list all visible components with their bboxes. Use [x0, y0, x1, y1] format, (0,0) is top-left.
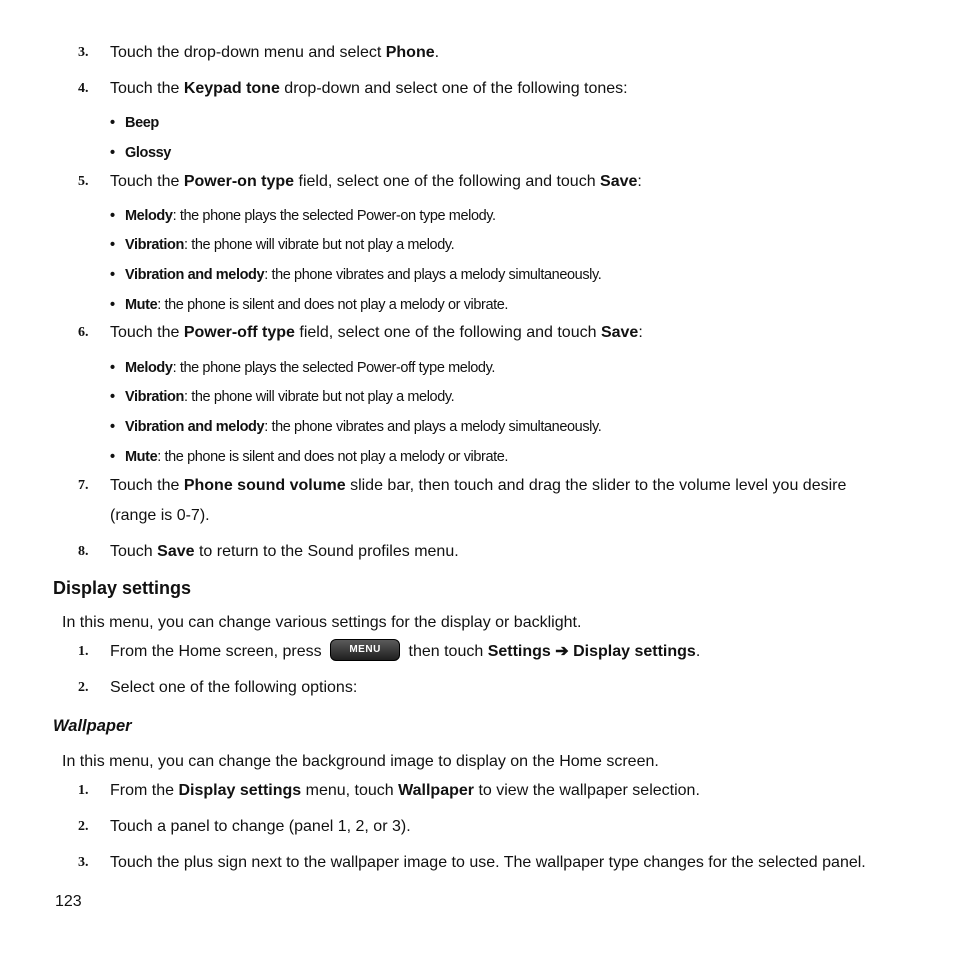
step-number: 1.	[78, 783, 89, 798]
wallpaper-intro: In this menu, you can change the background image to display on the Home screen.	[62, 753, 659, 770]
bullet-icon: •	[110, 360, 115, 376]
option-desc: : the phone is silent and does not play a melody or vibrate.	[157, 449, 509, 465]
step-number: 6.	[78, 325, 89, 340]
text-run: slide bar, then touch and drag the slider to the volume level you desire (range is 0-7).	[110, 477, 847, 524]
text-run: .	[695, 643, 701, 660]
step-text	[110, 776, 896, 806]
step-text	[110, 318, 896, 348]
bullet-icon: •	[110, 115, 115, 131]
text-run: :	[638, 324, 643, 341]
display-intro: In this menu, you can change various settings for the display or backlight.	[62, 614, 582, 631]
poweroff-option	[110, 358, 495, 378]
poweron-option	[110, 206, 496, 226]
bullet-icon: •	[110, 449, 115, 465]
option-desc: : the phone will vibrate but not play a melody.	[183, 237, 455, 253]
step-text	[110, 537, 896, 567]
text-run: to view the wallpaper selection.	[474, 782, 700, 799]
text-run: Touch	[110, 543, 158, 560]
bullet-icon: •	[110, 297, 115, 313]
option-desc: : the phone plays the selected Power-off type melody.	[172, 360, 496, 376]
poweroff-option	[110, 417, 601, 437]
bullet-icon: •	[110, 267, 115, 283]
option-label: Melody	[125, 360, 173, 376]
step-text	[110, 637, 896, 667]
text-run: then touch	[404, 643, 488, 660]
option-label: Vibration and melody	[125, 267, 265, 283]
step-number: 5.	[78, 174, 89, 189]
step-number: 7.	[78, 478, 89, 493]
section-heading-display-settings: Display settings	[53, 578, 192, 598]
step-number: 1.	[78, 644, 89, 659]
text-run: From the Home screen, press	[110, 643, 327, 660]
bold-term: Save	[157, 543, 195, 560]
option-desc: : the phone is silent and does not play a melody or vibrate.	[157, 297, 509, 313]
bold-term: Save	[600, 173, 638, 190]
text-run: :	[637, 173, 642, 190]
tone-item	[110, 143, 171, 163]
step-number: 2.	[78, 819, 89, 834]
option-label: Vibration and melody	[125, 419, 265, 435]
text-run: field, select one of the following and touch	[294, 324, 601, 341]
subsection-heading-wallpaper: Wallpaper	[53, 717, 132, 735]
text-run: Touch the	[110, 80, 184, 97]
option-desc: : the phone vibrates and plays a melody simultaneously.	[264, 267, 602, 283]
bullet-icon: •	[110, 237, 115, 253]
bold-term: Save	[600, 324, 639, 341]
bullet-icon: •	[110, 419, 115, 435]
text-run: Touch the	[110, 324, 184, 341]
poweron-option	[110, 295, 508, 315]
bold-term: Settings ➔ Display settings	[487, 643, 696, 660]
step-number: 8.	[78, 544, 89, 559]
text-run: menu, touch	[301, 782, 399, 799]
option-label: Vibration	[125, 237, 184, 253]
tone-item	[110, 113, 159, 133]
text-run: From the	[110, 782, 179, 799]
poweroff-option	[110, 387, 454, 407]
bold-term: Keypad tone	[183, 80, 280, 97]
page-number: 123	[55, 893, 82, 910]
step-text: Select one of the following options:	[110, 679, 358, 696]
option-label: Mute	[125, 449, 158, 465]
step-number: 2.	[78, 680, 89, 695]
bullet-icon: •	[110, 145, 115, 161]
step-number: 3.	[78, 45, 89, 60]
step-text	[110, 471, 896, 531]
bold-term: Phone sound volume	[183, 477, 346, 494]
step-text	[110, 38, 896, 68]
bold-term: Wallpaper	[398, 782, 474, 799]
option-label: Vibration	[125, 389, 184, 405]
text-run: Touch the	[110, 173, 184, 190]
text-run: field, select one of the following and touch	[294, 173, 601, 190]
option-label: Melody	[125, 208, 173, 224]
tone-label: Glossy	[125, 145, 171, 161]
bullet-icon: •	[110, 208, 115, 224]
text-run: .	[434, 44, 440, 61]
bold-term: Power-off type	[183, 324, 295, 341]
step-number: 4.	[78, 81, 89, 96]
step-text: Touch the plus sign next to the wallpaper image to use. The wallpaper type changes for the selected panel.	[110, 854, 866, 871]
bold-term: Display settings	[178, 782, 302, 799]
step-text	[110, 167, 896, 197]
text-run: drop-down and select one of the following tones:	[279, 80, 628, 97]
bold-term: Phone	[385, 44, 435, 61]
bullet-icon: •	[110, 389, 115, 405]
option-desc: : the phone will vibrate but not play a melody.	[183, 389, 455, 405]
tone-label: Beep	[125, 115, 159, 131]
step-text	[110, 74, 896, 104]
text-run: to return to the Sound profiles menu.	[194, 543, 459, 560]
poweron-option	[110, 265, 601, 285]
option-label: Mute	[125, 297, 158, 313]
step-number: 3.	[78, 855, 89, 870]
text-run: Touch the	[110, 477, 184, 494]
poweron-option	[110, 235, 454, 255]
menu-key-icon: MENU	[330, 639, 400, 661]
step-text: Touch a panel to change (panel 1, 2, or 3).	[110, 818, 411, 835]
bold-term: Power-on type	[183, 173, 295, 190]
text-run: Touch the drop-down menu and select	[110, 44, 386, 61]
option-desc: : the phone plays the selected Power-on type melody.	[172, 208, 496, 224]
poweroff-option	[110, 447, 508, 467]
option-desc: : the phone vibrates and plays a melody simultaneously.	[264, 419, 602, 435]
